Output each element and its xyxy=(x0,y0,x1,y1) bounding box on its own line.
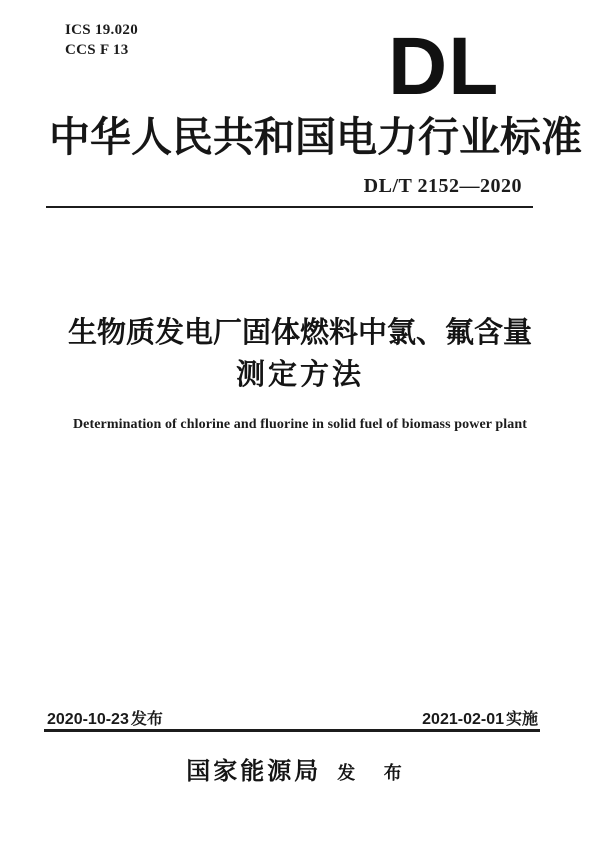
bottom-divider xyxy=(44,729,540,732)
implementation-label: 实施 xyxy=(505,711,538,728)
footer-dates xyxy=(47,706,538,729)
ccs-code: CCS F 13 xyxy=(65,42,129,58)
category-heading: 中华人民共和国电力行业标准 xyxy=(49,114,582,160)
top-divider xyxy=(46,206,533,208)
implementation-date: 2021-02-01 xyxy=(422,711,504,728)
english-title: Determination of chlorine and fluorine in solid fuel of biomass power plant xyxy=(72,417,528,432)
issue-date: 2020-10-23 xyxy=(47,711,129,728)
title-line-1: 生物质发电厂固体燃料中氯、氟含量 xyxy=(67,317,532,349)
classification-codes xyxy=(65,20,138,60)
standard-number: DL/T 2152—2020 xyxy=(363,175,522,197)
dl-logo: DL xyxy=(388,21,500,112)
issue-label: 发布 xyxy=(130,711,163,728)
publish-action: 发 布 xyxy=(337,763,414,783)
standard-title xyxy=(0,312,600,396)
publisher-name: 国家能源局 xyxy=(186,759,322,785)
ics-code: ICS 19.020 xyxy=(65,22,139,38)
issue-date-group xyxy=(47,706,163,729)
publisher-row xyxy=(0,751,600,786)
implementation-date-group xyxy=(422,706,538,729)
title-line-2: 测定方法 xyxy=(235,359,364,391)
